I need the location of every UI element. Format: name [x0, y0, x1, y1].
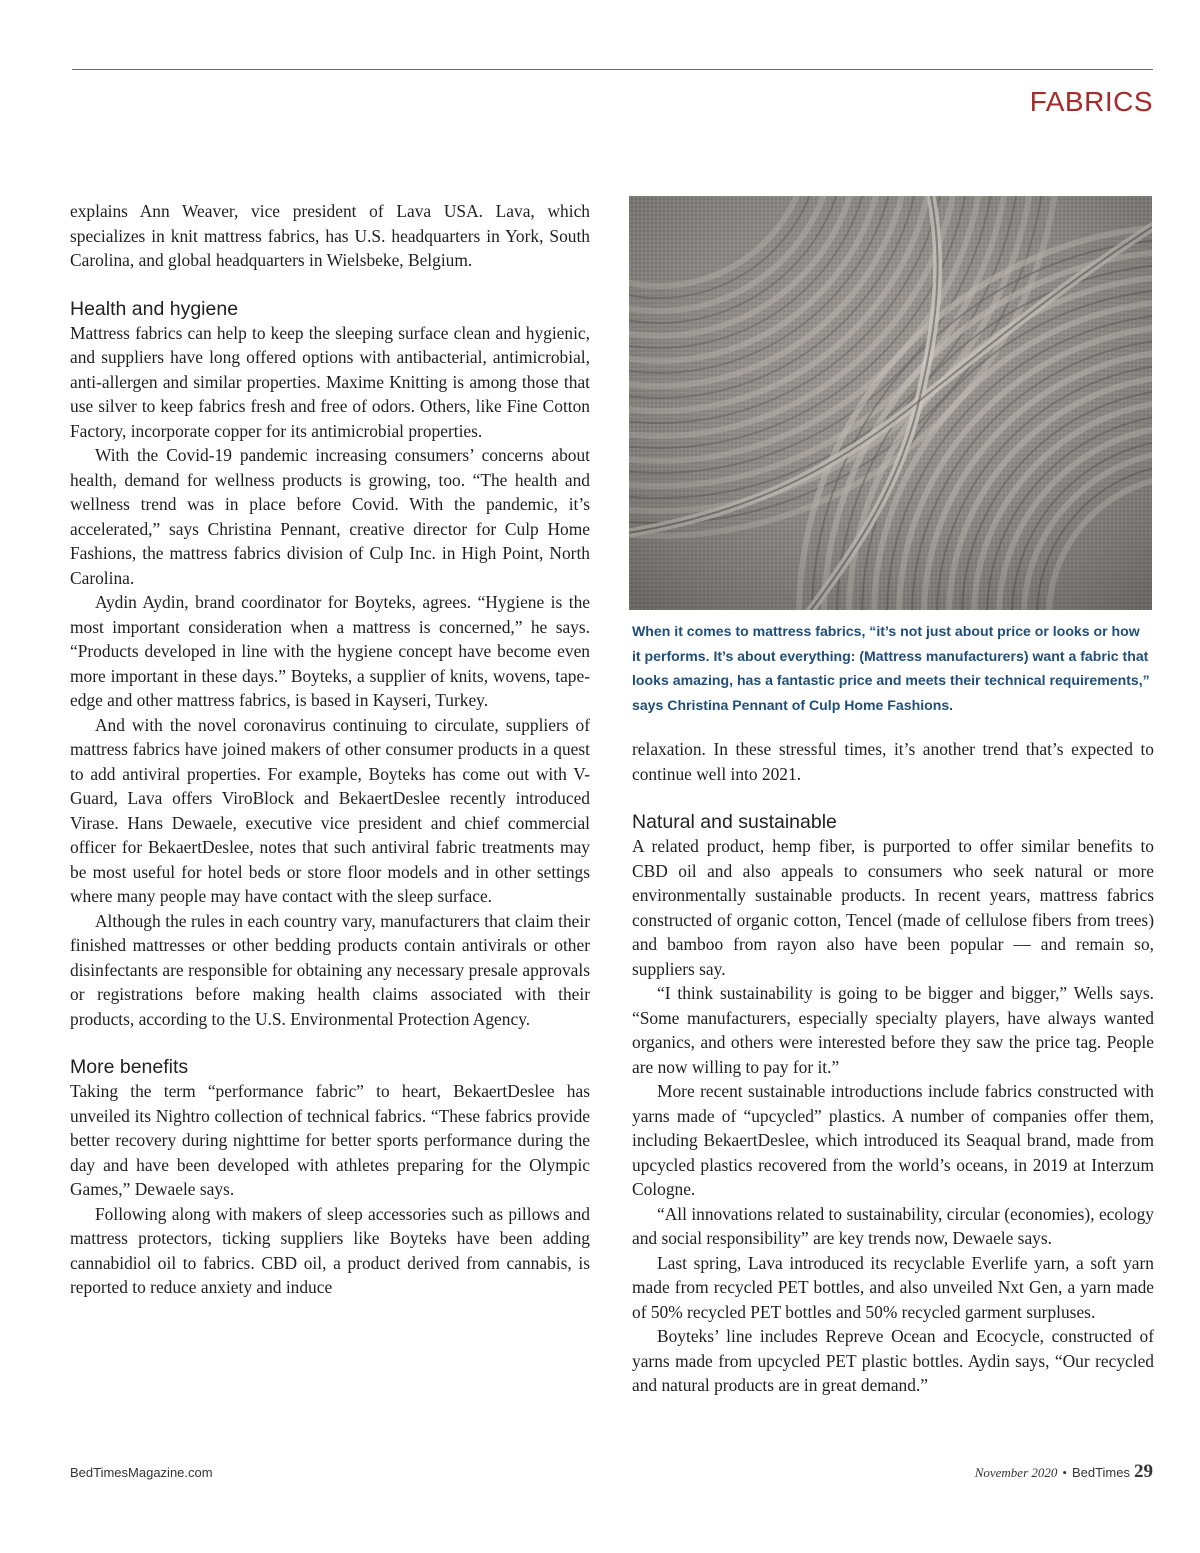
- footer-magazine: BedTimes: [1071, 1465, 1130, 1480]
- footer-folio: [975, 1461, 1153, 1483]
- paragraph: Taking the term “performance fabric” to heart, BekaertDeslee has unveiled its Nightro collection of technical fabrics. “These fabrics provide better recovery during nighttime for better sports performance during the day and have been developed with athletes preparing for the Olympic Games,” Dewaele says.: [70, 1081, 590, 1199]
- paragraph: Aydin Aydin, brand coordinator for Boyteks, agrees. “Hygiene is the most important consideration when a mattress is concerned,” he says. “Products developed in line with the hygiene concept have become even more important in these days.” Boyteks, a supplier of knits, wovens, tape-edge and other mattress fabrics, is based in Kayseri, Turkey.: [70, 592, 590, 710]
- left-column: [70, 199, 590, 1300]
- footer-date: November 2020: [974, 1465, 1058, 1480]
- page-number: 29: [1134, 1461, 1153, 1482]
- paragraph: relaxation. In these stressful times, it’s another trend that’s expected to continue well into 2021.: [632, 739, 1154, 784]
- paragraph: “All innovations related to sustainability, circular (economies), ecology and social responsibility” are key trends now, Dewaele says.: [632, 1203, 1154, 1248]
- paragraph: “I think sustainability is going to be bigger and bigger,” Wells says. “Some manufacturers, especially specialty players, have always wanted organics, and others were interested before they saw the price tag. People are now willing to pay for it.”: [632, 983, 1154, 1077]
- paragraph: Mattress fabrics can help to keep the sleeping surface clean and hygienic, and suppliers have long offered options with antibacterial, antimicrobial, anti-allergen and similar properties. Maxime Knitting is among those that use silver to keep fabrics fresh and free of odors. Others, like Fine Cotton Factory, incorporate copper for its antimicrobial properties.: [70, 322, 590, 441]
- paragraph: And with the novel coronavirus continuing to circulate, suppliers of mattress fabrics have joined makers of other consumer products in a quest to add antiviral properties. For example, Boyteks has come out with V-Guard, Lava offers ViroBlock and BekaertDeslee recently introduced Virase. Hans Dewaele, executive vice president and chief commercial officer for BekaertDeslee, notes that such antiviral fabric treatments may be most useful for hotel beds or store floor models and in other settings where many people may have contact with the sleep surface.: [70, 714, 590, 906]
- quilted-fabric-pattern: [629, 196, 1152, 610]
- paragraph: More recent sustainable introductions include fabrics constructed with yarns made of “upcycled” plastics. A number of companies offer them, including BekaertDeslee, which introduced its Seaqual brand, made from upcycled plastics recovered from the world’s oceans, in 2019 at Interzum Cologne.: [632, 1081, 1154, 1199]
- photo-caption: When it comes to mattress fabrics, “it’s not just about price or looks or how it performs. It’s about everything: (Mattress manufacturers) want a fabric that looks amazing, has a fantastic price and meets their technical requirements,” says Christina Pennant of Culp Home Fashions.: [632, 623, 1150, 713]
- paragraph: A related product, hemp fiber, is purported to offer similar benefits to CBD oil and also appeals to consumers who seek natural or more environmentally sustainable products. In recent years, mattress fabrics constructed of organic cotton, Tencel (made of cellulose fibers from trees) and bamboo from rayon also have been popular — and remain so, suppliers say.: [632, 836, 1154, 979]
- footer-website: BedTimesMagazine.com: [70, 1465, 213, 1480]
- section-label: FABRICS: [1029, 86, 1153, 117]
- paragraph: Last spring, Lava introduced its recyclable Everlife yarn, a soft yarn made from recycled PET bottles, and also unveiled Nxt Gen, a yarn made of 50% recycled PET bottles and 50% recycled garment surpluses.: [632, 1252, 1154, 1322]
- paragraph: Although the rules in each country vary, manufacturers that claim their finished mattresses or other bedding products contain antivirals or other disinfectants are responsible for obtaining any necessary presale approvals or registrations before making health claims associated with their products, according to the U.S. Environmental Protection Agency.: [70, 910, 590, 1029]
- paragraph: explains Ann Weaver, vice president of Lava USA. Lava, which specializes in knit mattress fabrics, has U.S. headquarters in York, South Carolina, and global headquarters in Wielsbeke, Belgium.: [70, 201, 590, 270]
- right-column: [632, 737, 1154, 1398]
- paragraph: Following along with makers of sleep accessories such as pillows and mattress protectors, ticking suppliers like Boyteks have been adding cannabidiol oil to fabrics. CBD oil, a product derived from cannabis, is reported to reduce anxiety and induce: [70, 1203, 590, 1297]
- footer-separator: •: [1062, 1465, 1067, 1480]
- paragraph: With the Covid-19 pandemic increasing consumers’ concerns about health, demand for wellness products is growing, too. “The health and wellness trend was in place before Covid. With the pandemic, it’s accelerated,” says Christina Pennant, creative director for Culp Home Fashions, the mattress fabrics division of Culp Inc. in High Point, North Carolina.: [70, 445, 590, 588]
- paragraph: Boyteks’ line includes Repreve Ocean and Ecocycle, constructed of yarns made from upcycled PET plastic bottles. Aydin says, “Our recycled and natural products are in great demand.”: [632, 1326, 1154, 1395]
- header-rule: [72, 69, 1153, 70]
- subheading-health: Health and hygiene: [70, 297, 239, 320]
- fabric-photo: [629, 196, 1152, 610]
- subheading-more-benefits: More benefits: [70, 1056, 189, 1078]
- subheading-natural: Natural and sustainable: [632, 811, 837, 833]
